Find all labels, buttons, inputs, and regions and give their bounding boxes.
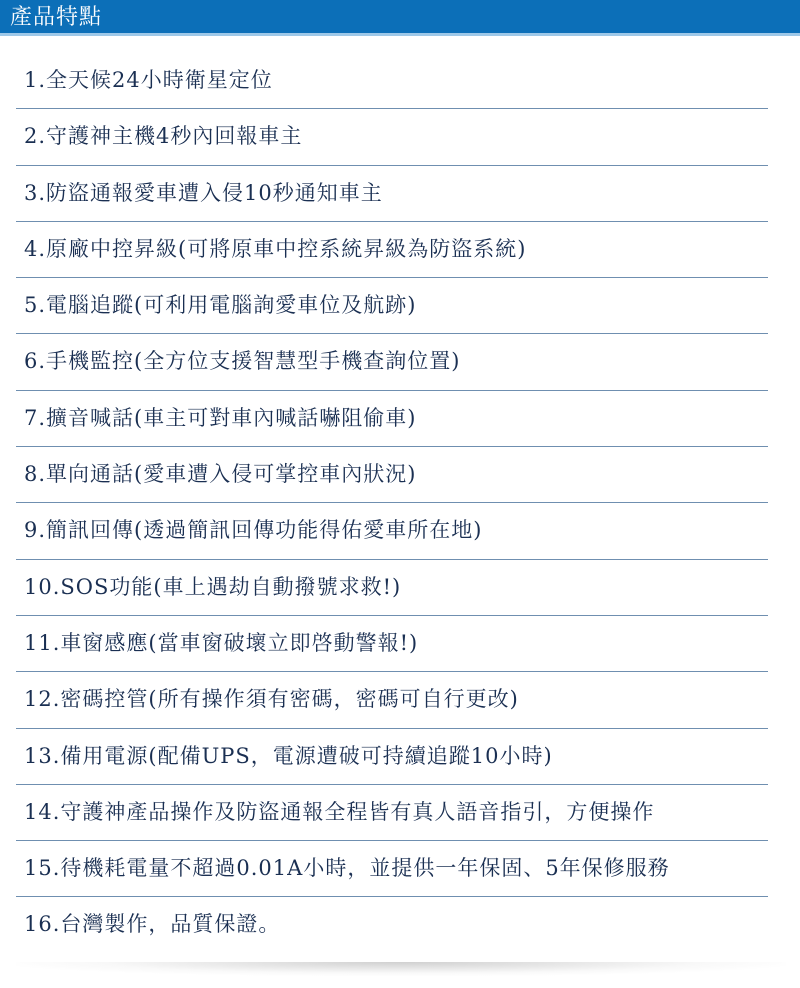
feature-text: 1.全天候24小時衛星定位 — [24, 68, 273, 92]
feature-text: 12.密碼控管(所有操作須有密碼，密碼可自行更改) — [24, 687, 519, 712]
feature-item — [16, 278, 768, 334]
feature-text: 7.擴音喊話(車主可對車內喊話嚇阻偷車) — [24, 405, 417, 430]
section-title: 產品特點 — [10, 5, 103, 30]
feature-item — [16, 447, 768, 503]
feature-text: 8.單向通話(愛車遭入侵可掌控車內狀況) — [24, 462, 417, 487]
bottom-shadow — [16, 962, 786, 976]
feature-item — [16, 222, 768, 278]
feature-item — [16, 785, 768, 841]
feature-item — [16, 503, 768, 559]
feature-text: 3.防盜通報愛車遭入侵10秒通知車主 — [24, 180, 383, 205]
section-header — [0, 0, 800, 36]
feature-text: 13.備用電源(配備UPS，電源遭破可持續追蹤10小時) — [24, 743, 553, 768]
feature-text: 6.手機監控(全方位支援智慧型手機查詢位置) — [24, 349, 461, 374]
feature-item — [16, 672, 768, 728]
feature-item — [16, 897, 768, 953]
feature-item — [16, 841, 768, 897]
feature-text: 16.台灣製作，品質保證。 — [24, 912, 281, 937]
feature-item — [16, 616, 768, 672]
feature-item — [16, 560, 768, 616]
feature-list — [16, 53, 768, 954]
feature-item — [16, 53, 768, 109]
feature-item — [16, 109, 768, 165]
feature-text: 15.待機耗電量不超過0.01A小時，並提供一年保固、5年保修服務 — [24, 856, 670, 881]
feature-text: 11.車窗感應(當車窗破壞立即啓動警報!) — [24, 630, 419, 655]
feature-text: 9.簡訊回傳(透過簡訊回傳功能得佑愛車所在地) — [24, 518, 483, 543]
feature-text: 2.守護神主機4秒內回報車主 — [24, 124, 303, 149]
feature-item — [16, 166, 768, 222]
feature-item — [16, 729, 768, 785]
feature-text: 4.原廠中控昇級(可將原車中控系統昇級為防盜系統) — [24, 236, 527, 261]
feature-item — [16, 391, 768, 447]
feature-text: 10.SOS功能(車上遇劫自動撥號求救!) — [24, 574, 402, 599]
feature-text: 5.電腦追蹤(可利用電腦詢愛車位及航跡) — [24, 293, 417, 318]
feature-text: 14.守護神產品操作及防盜通報全程皆有真人語音指引，方便操作 — [24, 799, 655, 824]
feature-item — [16, 334, 768, 390]
